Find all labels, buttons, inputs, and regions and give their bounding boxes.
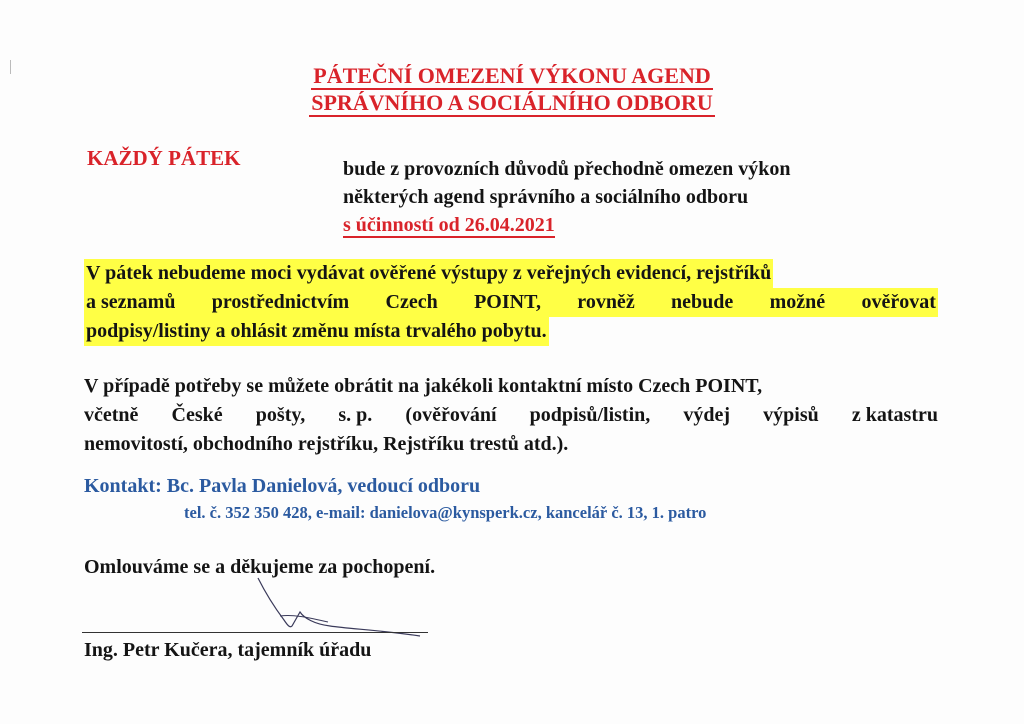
- title-line-2: SPRÁVNÍHO A SOCIÁLNÍHO ODBORU: [311, 90, 713, 115]
- effective-date: s účinností od 26.04.2021: [343, 214, 555, 236]
- highlight-line-2-word-7: ověřovat: [861, 291, 936, 313]
- signature-line: [82, 632, 428, 633]
- info-line-2-word-8: z katastru: [851, 404, 938, 426]
- page-title: [0, 62, 1024, 116]
- info-line-3: nemovitostí, obchodního rejstříku, Rejstříku trestů atd.).: [84, 433, 569, 455]
- info-line-2-word-0: včetně: [84, 404, 139, 426]
- notice-line-1: bude z provozních důvodů přechodně omezen výkon: [343, 158, 791, 180]
- notice-intro: [343, 155, 790, 239]
- notice-line-2: některých agend správního a sociálního odboru: [343, 186, 749, 208]
- title-line-1: PÁTEČNÍ OMEZENÍ VÝKONU AGEND: [313, 63, 711, 88]
- every-friday-label: KAŽDÝ PÁTEK: [87, 146, 241, 170]
- highlight-line-3: podpisy/listiny a ohlásit změnu místa trvalého pobytu.: [84, 317, 549, 346]
- highlight-line-2-word-0: a seznamů: [86, 291, 176, 313]
- highlight-line-2-word-3: POINT,: [474, 291, 541, 313]
- contact-person: Kontakt: Bc. Pavla Danielová, vedoucí odboru: [84, 475, 481, 497]
- signer-name: Ing. Petr Kučera, tajemník úřadu: [84, 639, 372, 661]
- contact-details: tel. č. 352 350 428, e-mail: danielova@kynsperk.cz, kancelář č. 13, 1. patro: [184, 503, 707, 522]
- info-line-2-word-1: České: [171, 404, 223, 426]
- info-line-1: V případě potřeby se můžete obrátit na jakékoli kontaktní místo Czech POINT,: [84, 375, 763, 397]
- info-line-2: [84, 401, 938, 430]
- info-line-2-word-5: podpisů/listin,: [529, 404, 651, 426]
- info-line-2-word-2: pošty,: [255, 404, 306, 426]
- highlight-line-2: [84, 288, 938, 317]
- highlight-line-2-word-5: nebude: [671, 291, 734, 313]
- handwritten-signature: [250, 576, 430, 638]
- highlight-line-2-word-6: možné: [769, 291, 826, 313]
- info-line-2-word-3: s. p.: [338, 404, 373, 426]
- alternative-contact-info: [84, 372, 938, 459]
- highlight-line-2-word-2: Czech: [385, 291, 438, 313]
- highlight-line-2-words: [86, 288, 936, 317]
- highlighted-restrictions: [84, 259, 938, 346]
- info-line-2-word-6: výdej: [683, 404, 731, 426]
- highlight-line-2-word-4: rovněž: [577, 291, 635, 313]
- highlight-line-1: V pátek nebudeme moci vydávat ověřené výstupy z veřejných evidencí, rejstříků: [84, 259, 773, 288]
- info-line-2-word-7: výpisů: [763, 404, 819, 426]
- info-line-2-word-4: (ověřování: [405, 404, 497, 426]
- highlight-line-2-word-1: prostřednictvím: [211, 291, 350, 313]
- apology-text: Omlouváme se a děkujeme za pochopení.: [84, 556, 436, 578]
